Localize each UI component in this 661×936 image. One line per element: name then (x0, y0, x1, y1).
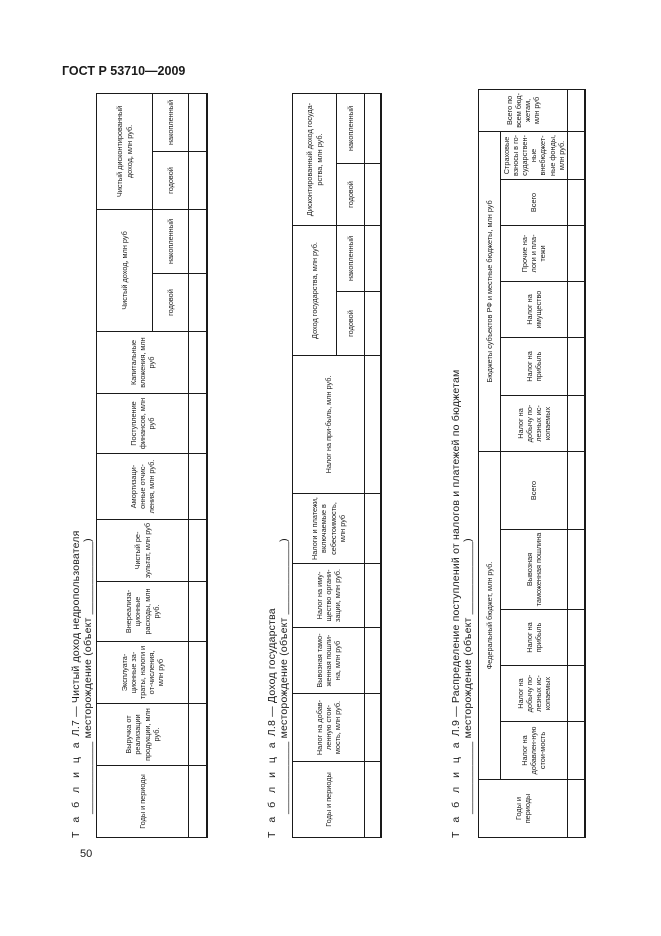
table9-header-all-budgets: Всего по всем бюд-жетам, млн руб (479, 89, 568, 131)
table9 (478, 89, 586, 838)
table7-empty-row (189, 93, 207, 837)
table9-subheader-insurance: Страховые взносы в го-сударствен-ные внебюджет-ные фонды, млн руб. (501, 131, 568, 179)
table8-subheader-annual: годовой (337, 163, 365, 225)
table7-caption-prefix: Т а б л и ц а (70, 739, 82, 838)
table7-header-net-income: Чистый доход, млн руб (97, 209, 153, 331)
table8-header-vat: Налог на добав-ленную стои-мость, млн руб. (293, 694, 365, 762)
table8-subheader-cumulative: накопленный (337, 225, 365, 291)
page-number: 50 (80, 848, 93, 860)
table7-header-nonsales: Внереализа-ционные расходы, млн руб. (97, 582, 189, 642)
table9-caption-prefix: Т а б л и ц а (450, 739, 462, 838)
table7-caption-title: Л.7 — Чистый доход недропользователя (70, 530, 82, 737)
table9-subheader-total: Всего (501, 451, 568, 529)
table7-header-capex: Капитальные вложения, млн руб (97, 332, 189, 394)
table7-subheader-annual: годовой (153, 151, 189, 209)
table9-caption-title: Л.9 — Распределение поступлений от налогов и платежей по бюджетам (450, 369, 462, 737)
table9-subheader-mining-tax: Налог на добычу по-лезных ис-копаемых (501, 395, 568, 451)
table8-header-state-disc-income: Дисконтированный доход госуда-рства, млн руб. (293, 93, 337, 225)
table7-caption (70, 93, 82, 838)
table8-header-state-income: Доход государства, млн руб. (293, 225, 337, 355)
table9-subheader-mining-tax: Налог на добычу по-лезных ис-копаемых (501, 666, 568, 722)
table9-header-federal: Федеральный бюджет, млн руб. (479, 451, 501, 779)
table8 (292, 93, 382, 838)
table7-header-net-result: Чистый ре-зультат, млн руб (97, 520, 189, 582)
table9-header-years: Годы и периоды (479, 780, 568, 838)
table8-caption-line2: ____________ месторождение (объект ____________) (278, 538, 290, 814)
table7-header-depreciation: Амортизаци-онные отчис-ления, млн руб. (97, 454, 189, 520)
table9-subheader-profit-tax: Налог на прибыль (501, 337, 568, 395)
table9-subheader-total: Всего (501, 179, 568, 225)
page-header: ГОСТ Р 53710—2009 (62, 64, 186, 78)
table9-empty-row (567, 89, 585, 837)
table7-header-opex: Эксплуата-ционные за-траты, налоги и от-числения, млн руб (97, 642, 189, 704)
table9-subheader-property-tax: Налог на имущество (501, 281, 568, 337)
table9-subheader-vat: Налог на добавлен-ную стои-мость (501, 722, 568, 780)
table9-subheader-profit-tax: Налог на прибыль (501, 610, 568, 666)
table8-header-years: Годы и периоды (293, 762, 365, 838)
table8-subheader-annual: годовой (337, 292, 365, 356)
table8-subheader-cumulative: накопленный (337, 93, 365, 163)
table9-subheader-export-duty: Вывозная таможенная пошлина (501, 530, 568, 610)
table8-caption-prefix: Т а б л и ц а (266, 739, 278, 838)
table7-subheader-cumulative: накопленный (153, 93, 189, 151)
table7-header-disc-income: Чистый дисконтированный доход, млн руб. (97, 93, 153, 209)
table9-subheader-other: Прочие на-логи и пла-тежи (501, 225, 568, 281)
table9-caption-line2: ____________ месторождение (объект ____________) (462, 538, 474, 814)
table8-header-property-tax: Налог на иму-щество органи-зации, млн руб. (293, 564, 365, 628)
table8-header-profit-tax: Налог на при-быль, млн руб. (293, 356, 365, 494)
table7-block (70, 93, 208, 838)
table8-block (266, 93, 382, 838)
table8-header-cost-taxes: Налоги и платежи, включаемые в себестоимость, млн руб (293, 494, 365, 564)
table9-header-regional: Бюджеты субъектов РФ и местные бюджеты, млн руб (479, 131, 501, 451)
table9-caption (450, 89, 462, 838)
table7-caption-line2: ____________ месторождение (объект ____________) (82, 538, 94, 814)
table7-header-revenue: Выручка от реализации продукции, млн руб. (97, 704, 189, 766)
table9-block (450, 89, 586, 838)
table7-subheader-cumulative: накопленный (153, 209, 189, 273)
table8-header-export-duty: Вывозная тамо-женная пошли-на, млн руб (293, 628, 365, 694)
table7-subheader-annual: годовой (153, 274, 189, 332)
table7-header-years: Годы и периоды (97, 766, 189, 838)
table8-caption (266, 93, 278, 838)
table7 (96, 93, 208, 838)
table8-caption-title: Л.8 — Доход государства (266, 608, 278, 737)
table7-header-finance: Поступление финансов, млн руб (97, 394, 189, 454)
table8-empty-row (365, 93, 381, 837)
